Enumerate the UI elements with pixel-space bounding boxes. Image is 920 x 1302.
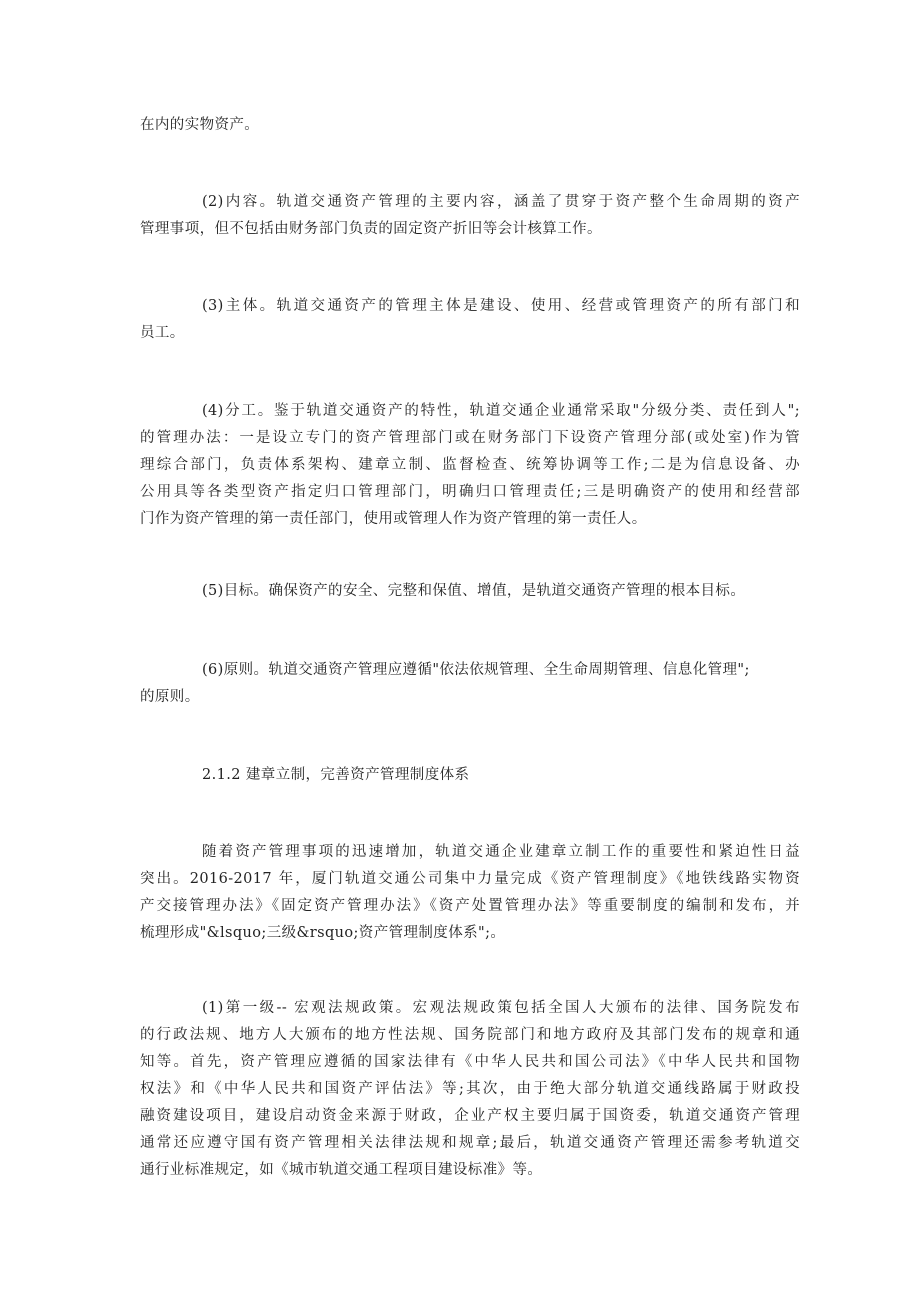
text-line: (3)主体。轨道交通资产的管理主体是建设、使用、经营或管理资产的所有部门和: [202, 298, 800, 314]
text-line: 通行业标准规定，如《城市轨道交通工程项目建设标准》等。: [140, 1162, 543, 1178]
paragraph-level-one: [140, 995, 800, 1184]
text-line: 管理事项，但不包括由财务部门负责的固定资产折旧等会计核算工作。: [140, 221, 602, 237]
text-line: 产交接管理办法》《固定资产管理办法》《资产处置管理办法》等重要制度的编制和发布，并: [140, 898, 800, 914]
text-line: (6)原则。轨道交通资产管理应遵循"依法依规管理、全生命周期管理、信息化管理";: [202, 662, 750, 678]
text-line: (1)第一级-- 宏观法规政策。宏观法规政策包括全国人大颁布的法律、国务院发布: [202, 1000, 800, 1016]
text-line: 的行政法规、地方人大颁布的地方性法规、国务院部门和地方政府及其部门发布的规章和通: [140, 1027, 800, 1043]
paragraph-subject: [140, 293, 800, 347]
text-line: 员工。: [140, 325, 185, 341]
text-line: 随着资产管理事项的迅速增加，轨道交通企业建章立制工作的重要性和紧迫性日益: [202, 844, 800, 860]
text-line: 公用具等各类型资产指定归口管理部门，明确归口管理责任;三是明确资产的使用和经营部: [140, 484, 800, 500]
text-line: 知等。首先，资产管理应遵循的国家法律有《中华人民共和国公司法》《中华人民共和国物: [140, 1054, 800, 1070]
text-line: 在内的实物资产。: [140, 117, 260, 133]
text-line: 门作为资产管理的第一责任部门，使用或管理人作为资产管理的第一责任人。: [140, 511, 647, 527]
text-line: 融资建设项目，建设启动资金来源于财政，企业产权主要归属于国资委，轨道交通资产管理: [140, 1108, 800, 1124]
text-line: 的原则。: [140, 689, 200, 705]
text-line: (4)分工。鉴于轨道交通资产的特性，轨道交通企业通常采取"分级分类、责任到人";: [202, 403, 800, 419]
text-line: 突出。2016-2017 年，厦门轨道交通公司集中力量完成《资产管理制度》《地铁线路实物资: [140, 871, 800, 887]
text-line: (5)目标。确保资产的安全、完整和保值、增值，是轨道交通资产管理的根本目标。: [202, 583, 746, 599]
text-line: 权法》和《中华人民共和国资产评估法》等;其次，由于绝大部分轨道交通线路属于财政投: [140, 1081, 800, 1097]
text-line: 通常还应遵守国有资产管理相关法律法规和规章;最后，轨道交通资产管理还需参考轨道交: [140, 1135, 800, 1151]
text-line: (2)内容。轨道交通资产管理的主要内容，涵盖了贯穿于资产整个生命周期的资产: [202, 194, 800, 210]
text-line: 理综合部门，负责体系架构、建章立制、监督检查、统筹协调等工作;二是为信息设备、办: [140, 457, 800, 473]
section-heading: 2.1.2 建章立制，完善资产管理制度体系: [202, 767, 470, 783]
paragraph-continuation: [140, 112, 800, 139]
paragraph-goal: [140, 578, 800, 605]
text-line: 的管理办法：一是设立专门的资产管理部门或在财务部门下设资产管理分部(或处室)作为管: [140, 430, 800, 446]
paragraph-regulations-intro: [140, 839, 800, 947]
paragraph-content: [140, 189, 800, 243]
text-line: 梳理形成"&lsquo;三级&rsquo;资产管理制度体系";。: [140, 925, 506, 941]
paragraph-principle: [140, 657, 800, 711]
paragraph-division: [140, 398, 800, 533]
